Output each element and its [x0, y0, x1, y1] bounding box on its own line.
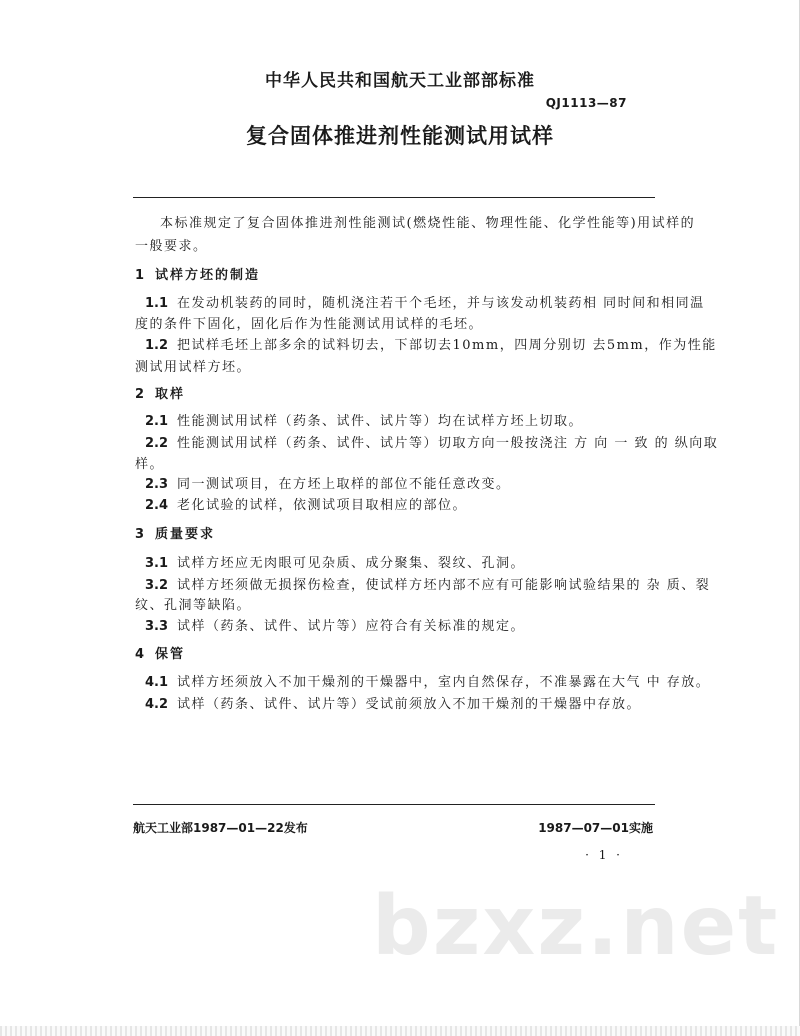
clause-text: 试样（药条、试件、试片等）受试前须放入不加干燥剂的干燥器中存放。 [177, 697, 642, 712]
clause-text: 性能测试用试样（药条、试件、试片等）均在试样方坯上切取。 [177, 414, 584, 429]
intro-line-1: 本标准规定了复合固体推进剂性能测试(燃烧性能、物理性能、化学性能等)用试样的 [160, 216, 696, 231]
clause-text: 把试样毛坯上部多余的试料切去，下部切去10mm，四周分别切 去5mm，作为性能 [177, 338, 717, 353]
clause-text: 试样（药条、试件、试片等）应符合有关标准的规定。 [177, 619, 526, 634]
clause-number: 3.2 [145, 578, 169, 593]
clause-text: 在发动机装药的同时，随机浇注若干个毛坯，并与该发动机装药相 同时间和相同温 [177, 296, 705, 311]
clause-number: 2.2 [145, 436, 169, 451]
clause-number: 4.1 [145, 675, 169, 690]
section-title: 试样方坯的制造 [155, 268, 261, 283]
clause-text: 试样方坯须做无损探伤检查，使试样方坯内部不应有可能影响试验结果的 杂 质、裂 [177, 578, 711, 593]
clause-2-3 [145, 473, 511, 492]
page-number: · 1 · [585, 848, 623, 862]
section-number: 4 [135, 647, 145, 662]
clause-number: 2.1 [145, 414, 169, 429]
clause-text: 同一测试项目，在方坯上取样的部位不能任意改变。 [177, 477, 511, 492]
clause-number: 4.2 [145, 697, 169, 712]
clause-number: 3.3 [145, 619, 169, 634]
section-number: 3 [135, 527, 145, 542]
clause-number: 3.1 [145, 556, 169, 571]
site-watermark: bzxz.net [372, 879, 780, 974]
clause-1-1-cont: 度的条件下固化，固化后作为性能测试用试样的毛坯。 [135, 317, 484, 332]
clause-4-2 [145, 693, 641, 712]
clause-text: 试样方坯须放入不加干燥剂的干燥器中，室内自然保存，不准暴露在大气 中 存放。 [177, 675, 711, 690]
issuing-authority: 中华人民共和国航天工业部部标准 [265, 71, 535, 91]
bottom-rule [133, 804, 655, 805]
section-title: 取样 [155, 387, 186, 402]
section-title: 质量要求 [155, 527, 216, 542]
standard-number: QJ1113—87 [545, 96, 627, 110]
clause-2-2 [145, 432, 718, 451]
clause-1-2 [145, 334, 717, 353]
clause-number: 1.2 [145, 338, 169, 353]
scan-edge [0, 1026, 800, 1036]
clause-3-1 [145, 552, 525, 571]
clause-number: 2.3 [145, 477, 169, 492]
section-heading-2 [135, 383, 185, 402]
intro-line-2: 一般要求。 [135, 239, 208, 254]
section-title: 保管 [155, 647, 186, 662]
section-heading-3 [135, 523, 215, 542]
issue-date: 航天工业部1987—01—22发布 [133, 821, 308, 835]
clause-number: 2.4 [145, 498, 169, 513]
clause-2-2-cont: 样。 [135, 457, 165, 472]
clause-number: 1.1 [145, 296, 169, 311]
clause-3-2-cont: 纹、孔洞等缺陷。 [135, 598, 252, 613]
clause-4-1 [145, 671, 710, 690]
clause-1-2-cont: 测试用试样方坯。 [135, 360, 252, 375]
clause-text: 性能测试用试样（药条、试件、试片等）切取方向一般按浇注 方 向 一 致 的 纵向取 [177, 436, 719, 451]
clause-1-1 [145, 292, 705, 311]
clause-2-1 [145, 410, 583, 429]
clause-3-3 [145, 615, 525, 634]
clause-3-2 [145, 574, 710, 593]
effective-date: 1987—07—01实施 [538, 821, 653, 835]
section-number: 1 [135, 268, 145, 283]
top-rule [133, 197, 655, 198]
clause-text: 老化试验的试样，依测试项目取相应的部位。 [177, 498, 468, 513]
section-heading-1 [135, 264, 260, 283]
section-heading-4 [135, 643, 185, 662]
section-number: 2 [135, 387, 145, 402]
clause-text: 试样方坯应无肉眼可见杂质、成分聚集、裂纹、孔洞。 [177, 556, 526, 571]
clause-2-4 [145, 494, 467, 513]
document-title: 复合固体推进剂性能测试用试样 [246, 124, 554, 148]
